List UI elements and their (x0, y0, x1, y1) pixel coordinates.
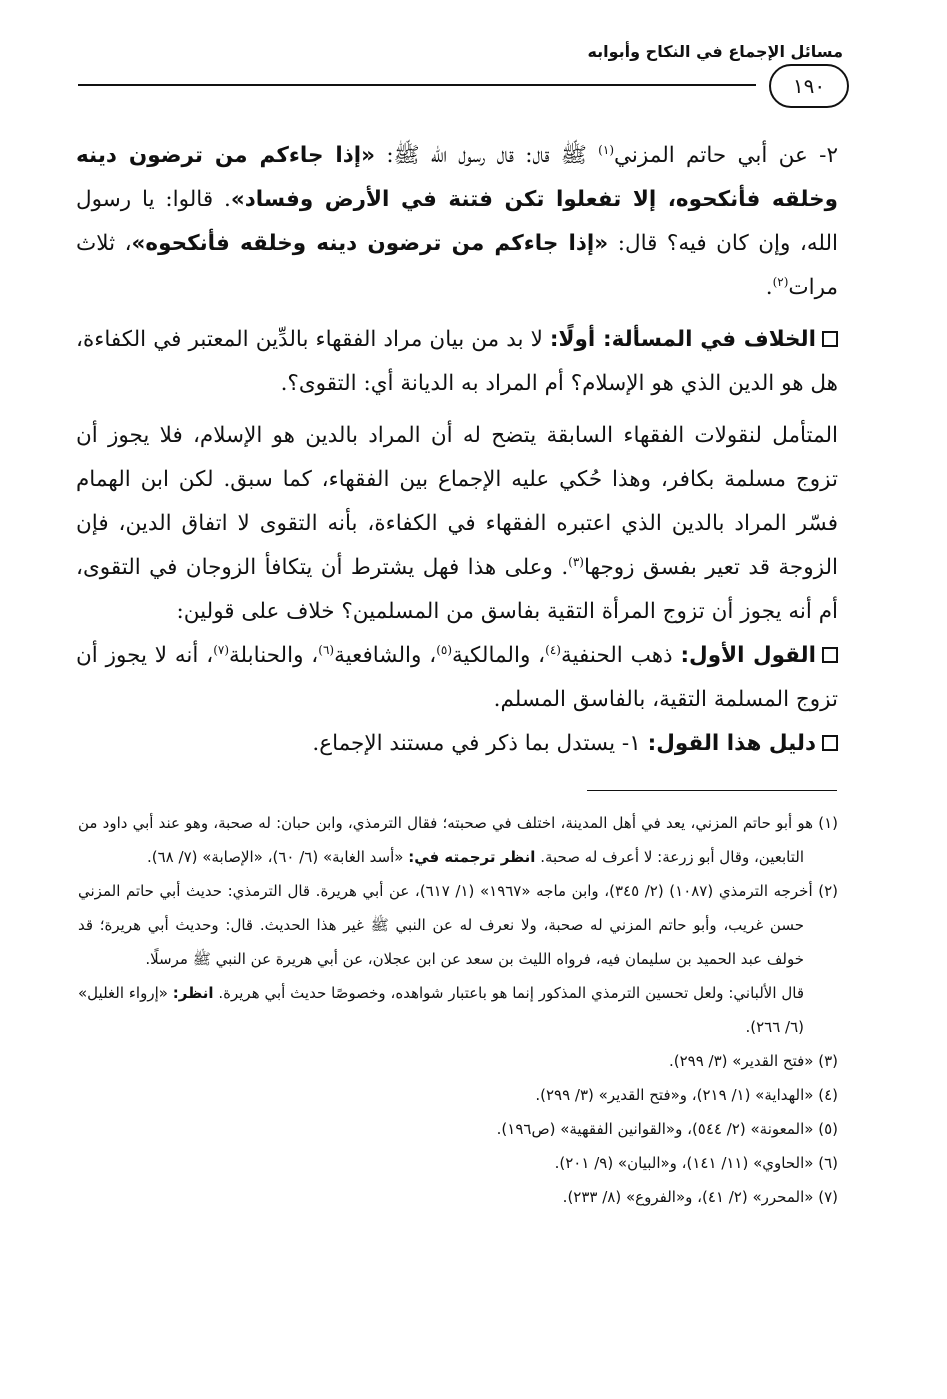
footnote-3: (٣) «فتح القدير» (٣/ ٢٩٩). (668, 1052, 838, 1070)
hadith-paragraph: ٢- عن أبي حاتم المزني$^{(١)}$ ﷺ قال: قال رسول الله ﷺ: «إذا جاءكم من ترضون دينه وخلقه فأنكحوه، إلا تفعلوا تكن فتنة في الأرض وفساد». قالوا: يا رسول الله، وإن كان فيه؟ قال: «إذا جاءكم من ترضون دينه وخلقه فأنكحوه»، ثلاث مرات$^{(٢)}$. (76, 142, 839, 300)
first-opinion-heading: القول الأول: (680, 643, 816, 668)
footnote-6: (٦) «الحاوي» (١١/ ١٤١)، و«البيان» (٩/ ٢٠١). (554, 1154, 838, 1172)
footnote-4: (٤) «الهداية» (١/ ٢١٩)، و«فتح القدير» (٣/ ٢٩٩). (535, 1086, 838, 1104)
disagreement-paragraph: الخلاف في المسألة: أولًا: لا بد من بيان مراد الفقهاء بالدِّين المعتبر في الكفاءة، هل هو الدين الذي هو الإسلام؟ أم المراد به الديانة أي: التقوى؟. (76, 327, 838, 396)
first-opinion-paragraph: القول الأول: ذهب الحنفية$^{(٤)}$، والمالكية$^{(٥)}$، والشافعية$^{(٦)}$، والحنابلة$^{(٧)}$، أنه لا يجوز أن تزوج المسلمة التقية، بالفاسق المسلم. (76, 642, 838, 712)
header-rule (78, 84, 756, 86)
evidence-paragraph: دليل هذا القول: ١- يستدل بما ذكر في مستند الإجماع. (76, 722, 838, 766)
footnote-5: (٥) «المعونة» (٢/ ٥٤٤)، و«القوانين الفقهية» (ص١٩٦). (496, 1120, 838, 1138)
page-number: ١٩٠ (769, 64, 849, 108)
footnote-2: (٢) أخرجه الترمذي (١٠٨٧) (٢/ ٣٤٥)، وابن ماجه «١٩٦٧» (١/ ٦١٧)، عن أبي هريرة. قال الترمذي: حديث أبي حاتم المزني حسن غريب، وأبو حاتم المزني له صحبة، ولا نعرف له عن النبي ﷺ غير هذا الحديث. قال: وحديث أبي هريرة؛ قد خولف عبد الحميد بن سليمان فيه، فرواه الليث بن سعد عن ابن عجلان، عن أبي هريرة عن النبي ﷺ مرسلًا. (78, 882, 838, 968)
footnotes (78, 806, 838, 1214)
analysis-paragraph: المتأمل لنقولات الفقهاء السابقة يتضح له أن المراد بالدين هو الإسلام، فلا يجوز أن تزوج مسلمة بكافر، وهذا حُكي عليه الإجماع بين الفقهاء، كما سبق. لكن ابن الهمام فسّر المراد بالدين الذي اعتبره الفقهاء في الكفاءة، بأنه التقوى لا اتفاق الدين، فإن الزوجة قد تعير بفسق زوجها$^{(٣)}$. وعلى هذا فهل يشترط أن يتكافأ الزوجان في التقوى، أم أنه يجوز أن تزوج المرأة التقية بفاسق من المسلمين؟ خلاف على قولين: (76, 423, 839, 624)
footnote-separator (587, 790, 837, 791)
footnote-ref-2[interactable]: (٢) (772, 274, 789, 289)
hadith-quote-2: «إذا جاءكم من ترضون دينه وخلقه فأنكحوه» (131, 231, 609, 256)
square-bullet-icon (822, 331, 838, 347)
footnote-ref-6[interactable]: (٦) (318, 642, 335, 657)
footnote-ref-5[interactable]: (٥) (436, 642, 453, 657)
footnote-1: (١) هو أبو حاتم المزني، يعد في أهل المدينة، اختلف في صحبته؛ فقال الترمذي، وابن حبان: له صحبة، وهو عند أبي داود من التابعين، وقال أبو زرعة: لا أعرف له صحبة. انظر ترجمته في: «أسد الغابة» (٦/ ٦٠)، «الإصابة» (٧/ ٦٨). (78, 814, 838, 866)
running-header-title: مسائل الإجماع في النكاح وأبوابه (587, 42, 843, 61)
square-bullet-icon (822, 647, 838, 663)
main-text (76, 134, 838, 766)
footnote-ref-7[interactable]: (٧) (213, 642, 230, 657)
footnote-2-continued: قال الألباني: ولعل تحسين الترمذي المذكور إنما هو باعتبار شواهده، وخصوصًا حديث أبي هريرة. انظر: «إرواء الغليل» (٦/ ٢٦٦). (78, 984, 804, 1036)
evidence-heading: دليل هذا القول: (647, 731, 816, 756)
disagreement-heading: الخلاف في المسألة: أولًا: (549, 327, 816, 352)
footnote-ref-1[interactable]: (١) (598, 142, 614, 157)
square-bullet-icon (822, 735, 838, 751)
footnote-ref-4[interactable]: (٤) (545, 642, 561, 657)
hadith-quote-1: «إذا جاءكم من ترضون دينه وخلقه فأنكحوه، إلا تفعلوا تكن فتنة في الأرض وفساد» (76, 143, 839, 212)
footnote-7: (٧) «المحرر» (٢/ ٤١)، و«الفروع» (٨/ ٢٣٣). (562, 1188, 838, 1206)
footnote-ref-3[interactable]: (٣) (568, 554, 584, 569)
